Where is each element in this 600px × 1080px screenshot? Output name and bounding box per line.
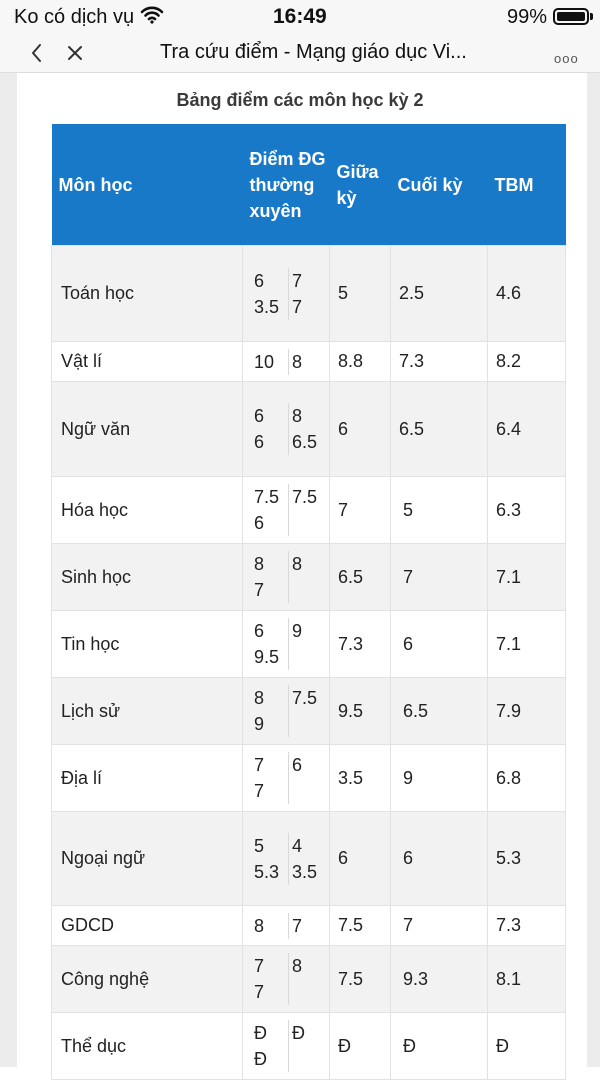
clock: 16:49 (273, 5, 327, 28)
frequent-score: 3.5 (292, 861, 318, 882)
carrier-label: Ko có dịch vụ (14, 6, 135, 28)
frequent-score: 6 (251, 618, 289, 644)
frequent-score: 7 (292, 270, 303, 291)
frequent-score-cell (243, 745, 330, 812)
subject-cell: Thể dục (52, 1013, 243, 1080)
frequent-score-cell (243, 246, 330, 342)
header-average: TBM (488, 124, 566, 246)
frequent-score: 8 (251, 551, 289, 577)
final-cell: Đ (391, 1013, 488, 1080)
frequent-score: 8 (251, 913, 289, 939)
frequent-score-cell (243, 611, 330, 678)
frequent-score: 8 (292, 351, 303, 372)
final-cell: 6.5 (391, 382, 488, 477)
table-row (52, 812, 566, 906)
header-final: Cuối kỳ (391, 124, 488, 246)
midterm-cell: 3.5 (330, 745, 391, 812)
midterm-cell: 8.8 (330, 342, 391, 382)
average-cell: 5.3 (488, 812, 566, 906)
frequent-score-list (251, 551, 327, 603)
frequent-score-cell (243, 382, 330, 477)
subject-cell: Sinh học (52, 544, 243, 611)
frequent-score: 7.5 (251, 484, 289, 510)
average-cell: 8.2 (488, 342, 566, 382)
frequent-score-list (251, 752, 327, 804)
page-gutter-right (587, 73, 600, 1067)
frequent-score: 6 (251, 429, 289, 455)
subject-cell: Ngữ văn (52, 382, 243, 477)
table-row (52, 678, 566, 745)
frequent-score: 9 (251, 711, 289, 737)
final-cell: 7 (391, 544, 488, 611)
final-cell: 9.3 (391, 946, 488, 1013)
chevron-left-icon[interactable] (24, 39, 50, 67)
frequent-score-cell (243, 946, 330, 1013)
final-cell: 6.5 (391, 678, 488, 745)
battery-tip (590, 13, 593, 20)
frequent-score: 8 (251, 685, 289, 711)
frequent-score-list (251, 913, 327, 939)
frequent-score: 6.5 (292, 432, 318, 452)
frequent-score: Đ (292, 1023, 305, 1043)
table-row (52, 946, 566, 1013)
more-icon[interactable]: ooo (554, 51, 579, 66)
frequent-score: 3.5 (251, 294, 289, 320)
frequent-score-cell (243, 544, 330, 611)
final-cell: 2.5 (391, 246, 488, 342)
table-caption: Bảng điểm các môn học kỳ 2 (176, 90, 424, 110)
frequent-score-cell (243, 906, 330, 946)
frequent-score: Đ (251, 1020, 289, 1046)
header-frequent-score: Điểm ĐG thường xuyên (243, 124, 330, 246)
frequent-score: 7.5 (292, 688, 318, 708)
table-row (52, 382, 566, 477)
final-cell: 5 (391, 477, 488, 544)
average-cell: 4.6 (488, 246, 566, 342)
page-title: Tra cứu điểm - Mạng giáo dục Vi... (160, 41, 467, 63)
average-cell: 7.9 (488, 678, 566, 745)
midterm-cell: 7.5 (330, 946, 391, 1013)
midterm-cell: 7.3 (330, 611, 391, 678)
average-cell: 6.4 (488, 382, 566, 477)
nav-bar (0, 34, 600, 73)
frequent-score: 7 (251, 979, 289, 1005)
subject-cell: Công nghệ (52, 946, 243, 1013)
frequent-score-list (251, 833, 327, 885)
subject-cell: Hóa học (52, 477, 243, 544)
frequent-score: 7 (251, 577, 289, 603)
frequent-score: 7 (251, 778, 289, 804)
frequent-score: 7 (251, 953, 289, 979)
battery-level (557, 12, 585, 21)
subject-cell: GDCD (52, 906, 243, 946)
final-cell: 9 (391, 745, 488, 812)
average-cell: Đ (488, 1013, 566, 1080)
frequent-score: 7 (292, 296, 303, 317)
subject-cell: Lịch sử (52, 678, 243, 745)
frequent-score: 10 (251, 349, 289, 375)
frequent-score: 8 (292, 554, 303, 574)
frequent-score-list (251, 685, 327, 737)
frequent-score: Đ (251, 1046, 289, 1072)
average-cell: 7.3 (488, 906, 566, 946)
table-row (52, 745, 566, 812)
frequent-score-list (251, 1020, 327, 1072)
subject-cell: Ngoại ngữ (52, 812, 243, 906)
frequent-score-list (251, 403, 327, 455)
final-cell: 6 (391, 812, 488, 906)
average-cell: 6.3 (488, 477, 566, 544)
header-midterm: Giữa kỳ (330, 124, 391, 246)
frequent-score: 4 (292, 835, 303, 856)
midterm-cell: 9.5 (330, 678, 391, 745)
table-row (52, 906, 566, 946)
subject-cell: Địa lí (52, 745, 243, 812)
frequent-score: 6 (251, 510, 289, 536)
close-icon[interactable] (62, 39, 88, 67)
table-row (52, 1013, 566, 1080)
subject-cell: Toán học (52, 246, 243, 342)
table-body (52, 246, 566, 1080)
frequent-score-list (251, 953, 327, 1005)
frequent-score-list (251, 618, 327, 670)
frequent-score-cell (243, 678, 330, 745)
table-row (52, 544, 566, 611)
wifi-icon (140, 5, 164, 30)
average-cell: 6.8 (488, 745, 566, 812)
frequent-score: 7 (251, 752, 289, 778)
frequent-score: 7.5 (292, 487, 318, 507)
midterm-cell: 6 (330, 382, 391, 477)
midterm-cell: 7.5 (330, 906, 391, 946)
battery-percent: 99% (507, 6, 548, 28)
frequent-score-list (251, 349, 327, 375)
subject-cell: Tin học (52, 611, 243, 678)
final-cell: 6 (391, 611, 488, 678)
frequent-score: 5.3 (251, 859, 289, 885)
midterm-cell: 7 (330, 477, 391, 544)
frequent-score: 9.5 (251, 644, 289, 670)
table-row (52, 611, 566, 678)
final-cell: 7.3 (391, 342, 488, 382)
frequent-score: 7 (292, 915, 303, 936)
midterm-cell: 6 (330, 812, 391, 906)
subject-cell: Vật lí (52, 342, 243, 382)
grade-table (51, 124, 566, 1080)
final-cell: 7 (391, 906, 488, 946)
average-cell: 7.1 (488, 544, 566, 611)
frequent-score-cell (243, 477, 330, 544)
status-bar (0, 0, 600, 34)
frequent-score-cell (243, 342, 330, 382)
frequent-score: 6 (251, 268, 289, 294)
midterm-cell: 6.5 (330, 544, 391, 611)
header-subject: Môn học (52, 124, 243, 246)
frequent-score: 5 (251, 833, 289, 859)
average-cell: 8.1 (488, 946, 566, 1013)
frequent-score-cell (243, 812, 330, 906)
frequent-score: 8 (292, 956, 303, 976)
page-gutter-left (0, 73, 17, 1067)
table-header-row (52, 124, 566, 246)
frequent-score: 6 (292, 755, 303, 775)
battery-icon (553, 8, 589, 25)
table-row (52, 342, 566, 382)
midterm-cell: 5 (330, 246, 391, 342)
frequent-score: 8 (292, 406, 303, 426)
midterm-cell: Đ (330, 1013, 391, 1080)
frequent-score-cell (243, 1013, 330, 1080)
frequent-score: 9 (292, 621, 303, 641)
average-cell: 7.1 (488, 611, 566, 678)
frequent-score: 6 (251, 403, 289, 429)
frequent-score-list (251, 484, 327, 536)
table-row (52, 246, 566, 342)
table-row (52, 477, 566, 544)
frequent-score-list (251, 268, 327, 320)
